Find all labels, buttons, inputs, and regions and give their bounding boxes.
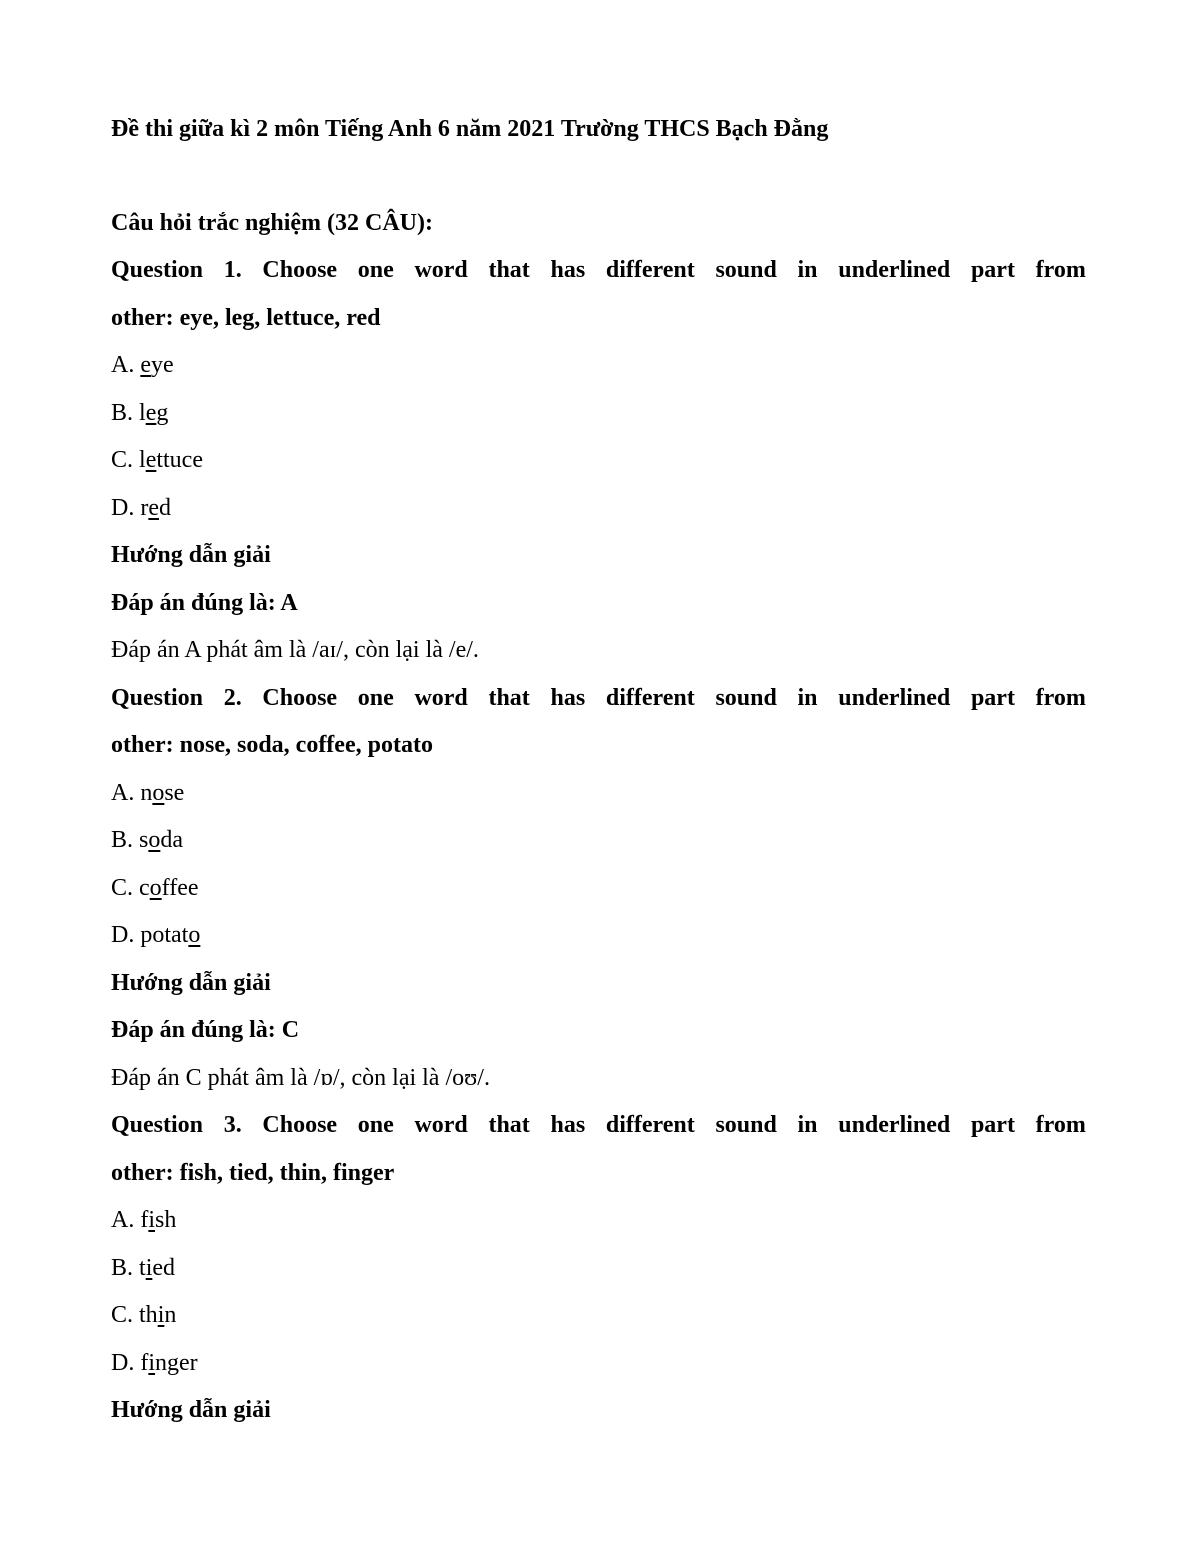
answer-option [111,1340,1086,1388]
correct-answer: Đáp án đúng là: C [111,1017,300,1043]
option-prefix: C. [111,874,140,901]
question-block [111,1102,1086,1435]
option-word-end: ye [151,352,174,378]
option-word-start: potat [140,922,189,948]
option-prefix: D. [111,1349,141,1376]
prompt-word: different [605,684,695,711]
option-prefix: A. [111,352,141,378]
prompt-word: has [550,684,586,711]
prompt-word: word [414,1112,468,1138]
prompt-word: sound [715,684,777,711]
answer-option [111,770,1086,818]
prompt-word: that [488,257,530,283]
option-underlined-letter: o [148,827,161,853]
prompt-word: one [357,257,394,283]
option-word-end: ttuce [156,447,203,473]
prompt-word: in [797,257,818,283]
prompt-word: word [414,257,468,283]
option-word-start: s [139,827,149,853]
prompt-word: from [1035,684,1086,711]
answer-option [111,342,1086,390]
prompt-word: that [488,684,530,711]
prompt-word: Question [111,684,204,711]
option-word-start: th [139,1302,158,1328]
prompt-word: Choose [262,257,338,283]
option-word-end: n [164,1302,177,1328]
prompt-word: in [797,684,818,711]
answer-option [111,865,1086,913]
answer-option [111,912,1086,960]
prompt-word: sound [715,1112,777,1138]
option-word-end: sh [155,1207,177,1233]
answer-option [111,485,1086,533]
answer-option [111,817,1086,865]
question-block [111,675,1086,1103]
prompt-word: part [970,257,1015,283]
option-underlined-letter: i [145,1254,153,1281]
answer-option [111,390,1086,438]
prompt-word: Choose [262,684,338,711]
section-heading: Câu hỏi trắc nghiệm (32 CÂU): [111,209,433,236]
option-word-end: nger [155,1349,198,1376]
prompt-word: has [550,257,586,283]
prompt-word: underlined [838,684,951,711]
option-word-start: r [140,494,149,521]
option-prefix: D. [111,494,141,521]
guide-label: Hướng dẫn giải [111,969,271,996]
option-prefix: C. [111,1302,140,1328]
option-word-start: n [140,779,153,806]
answer-explanation: Đáp án A phát âm là /aɪ/, còn lại là /e/. [111,637,479,663]
option-word-start: c [139,874,150,901]
option-underlined-letter: o [149,874,162,901]
option-word-start: l [139,399,146,426]
option-underlined-letter: e [140,352,151,378]
question-list [111,247,1086,1435]
option-word-end: d [159,494,171,521]
option-word-end: da [160,827,184,853]
prompt-word: part [970,1112,1015,1138]
option-prefix: B. [111,827,140,853]
option-prefix: A. [111,1207,141,1233]
option-underlined-letter: e [145,447,157,473]
prompt-word: Choose [262,1112,338,1138]
prompt-word: one [357,684,394,711]
prompt-word: different [605,257,695,283]
option-word-start: l [139,447,146,473]
prompt-word: 2. [223,684,242,711]
option-word-end: ffee [161,874,199,901]
question-prompt-line2: other: eye, leg, lettuce, red [111,304,381,331]
prompt-word: that [488,1112,530,1138]
prompt-word: has [550,1112,586,1138]
option-word-start: f [140,1349,149,1376]
answer-option [111,1197,1086,1245]
question-prompt-line1 [111,247,1086,295]
option-word-end: g [156,399,169,426]
prompt-word: from [1035,1112,1086,1138]
prompt-word: sound [715,257,777,283]
document-title: Đề thi giữa kì 2 môn Tiếng Anh 6 năm 2021 Trường THCS Bạch Đằng [111,116,829,142]
option-prefix: A. [111,779,141,806]
guide-label: Hướng dẫn giải [111,1397,271,1423]
option-prefix: B. [111,399,140,426]
prompt-word: word [414,684,468,711]
prompt-word: 1. [223,257,242,283]
option-underlined-letter: i [148,1207,156,1233]
answer-option [111,1292,1086,1340]
option-prefix: C. [111,447,140,473]
guide-label: Hướng dẫn giải [111,542,271,568]
prompt-word: underlined [838,1112,951,1138]
prompt-word: underlined [838,257,951,283]
option-underlined-letter: i [148,1349,156,1376]
prompt-word: different [605,1112,695,1138]
option-word-start: t [139,1254,146,1281]
option-prefix: B. [111,1254,140,1281]
question-prompt-line1 [111,675,1086,723]
answer-explanation: Đáp án C phát âm là /ɒ/, còn lại là /oʊ/. [111,1064,490,1091]
prompt-word: in [797,1112,818,1138]
option-underlined-letter: o [152,779,165,806]
option-underlined-letter: o [188,922,201,948]
option-prefix: D. [111,922,141,948]
prompt-word: Question [111,257,204,283]
prompt-word: Question [111,1112,204,1138]
prompt-word: from [1035,257,1086,283]
question-block [111,247,1086,675]
option-underlined-letter: i [157,1302,165,1328]
question-prompt-line2: other: fish, tied, thin, finger [111,1159,395,1186]
option-word-end: ed [152,1254,176,1281]
option-underlined-letter: e [145,399,157,426]
answer-option [111,1245,1086,1293]
prompt-word: 3. [223,1112,242,1138]
prompt-word: part [970,684,1015,711]
question-prompt-line1 [111,1102,1086,1150]
question-prompt-line2: other: nose, soda, coffee, potato [111,732,433,758]
option-word-start: f [140,1207,149,1233]
option-underlined-letter: e [148,494,159,521]
option-word-end: se [164,779,185,806]
document-page [111,106,1086,1435]
prompt-word: one [357,1112,394,1138]
correct-answer: Đáp án đúng là: A [111,589,298,616]
answer-option [111,437,1086,485]
